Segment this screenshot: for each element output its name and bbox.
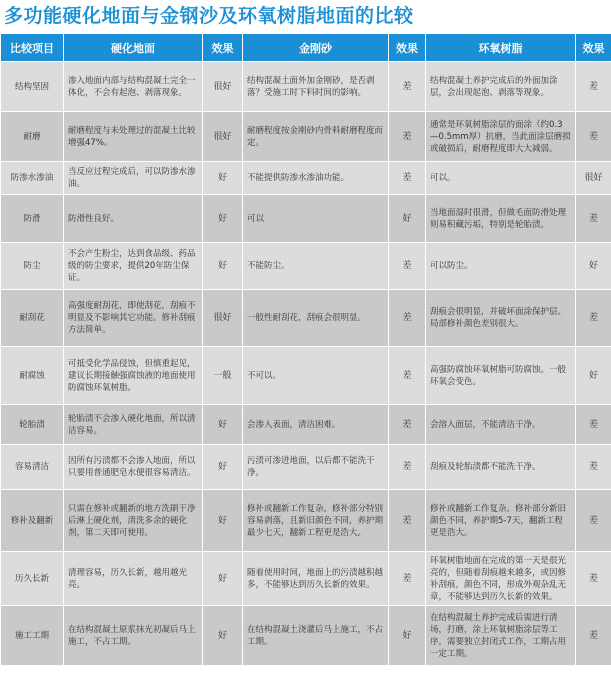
emery-effect-cell: 差 bbox=[389, 290, 426, 347]
emery-floor-cell: 结构混凝土面外加金刚砂，是否剥落？受施工时下料时间的影响。 bbox=[243, 62, 389, 112]
header-effect-1: 效果 bbox=[203, 34, 243, 62]
table-row bbox=[1, 606, 611, 666]
emery-floor-cell: 随着使用时间，地面上的污渍越积越多，不能够达到历久长新的效果。 bbox=[243, 552, 389, 606]
hardened-effect-cell: 好 bbox=[203, 162, 243, 195]
table-header-row bbox=[1, 34, 611, 62]
item-cell: 耐腐蚀 bbox=[1, 347, 64, 405]
epoxy-floor-cell: 当地面湿时很滑，但做毛面防滑处理则易积藏污垢，特别是轮胎渍。 bbox=[426, 195, 576, 243]
hardened-effect-cell: 好 bbox=[203, 195, 243, 243]
epoxy-floor-cell: 可以。 bbox=[426, 162, 576, 195]
hardened-floor-cell: 渗入地面内部与结构混凝土完全一体化，不会有起泡、剥落现象。 bbox=[64, 62, 203, 112]
item-cell: 耐磨 bbox=[1, 112, 64, 162]
epoxy-floor-cell: 可以防尘。 bbox=[426, 243, 576, 290]
hardened-floor-cell: 高强度耐刮花，即使刮花，刮痕不明显及不影响其它功能。修补刮痕方法简单。 bbox=[64, 290, 203, 347]
emery-floor-cell: 一般性耐刮花，刮痕会很明显。 bbox=[243, 290, 389, 347]
hardened-floor-cell: 在结构混凝土原浆抹光初凝后马上施工，不占工期。 bbox=[64, 606, 203, 666]
hardened-effect-cell: 很好 bbox=[203, 62, 243, 112]
table-row bbox=[1, 112, 611, 162]
emery-floor-cell: 污渍可渗进地面，以后都不能洗干净。 bbox=[243, 445, 389, 490]
header-emery-floor: 金刚砂 bbox=[243, 34, 389, 62]
emery-floor-cell: 会渗入表面，清洁困难。 bbox=[243, 405, 389, 445]
epoxy-effect-cell: 差 bbox=[576, 552, 611, 606]
epoxy-floor-cell: 刮痕及轮胎渍都不能洗干净。 bbox=[426, 445, 576, 490]
item-cell: 修补及翻新 bbox=[1, 490, 64, 552]
hardened-effect-cell: 好 bbox=[203, 243, 243, 290]
header-effect-3: 效果 bbox=[576, 34, 611, 62]
hardened-effect-cell: 很好 bbox=[203, 290, 243, 347]
epoxy-floor-cell: 在结构混凝土养护完成后需进行清场，打磨，涂上环氧树脂涂层等工序，需要独立封闭式工作，工期占用一定工期。 bbox=[426, 606, 576, 666]
comparison-table bbox=[0, 33, 611, 666]
epoxy-floor-cell: 环氧树脂地面在完成的第一天是很光亮的，但随着刮痕越来越多，或因修补刮痕，颜色不同，形成外观杂乱无章，不能够达到历久长新的效果。 bbox=[426, 552, 576, 606]
hardened-effect-cell: 一般 bbox=[203, 347, 243, 405]
table-row bbox=[1, 405, 611, 445]
epoxy-effect-cell: 好 bbox=[576, 347, 611, 405]
header-hardened-floor: 硬化地面 bbox=[64, 34, 203, 62]
emery-effect-cell: 差 bbox=[389, 445, 426, 490]
hardened-floor-cell: 可抵受化学品侵蚀，但慎重起见，建议长期接触强腐蚀液的地面使用防腐蚀环氧树脂。 bbox=[64, 347, 203, 405]
header-item: 比较项目 bbox=[1, 34, 64, 62]
item-cell: 防尘 bbox=[1, 243, 64, 290]
hardened-effect-cell: 好 bbox=[203, 490, 243, 552]
hardened-floor-cell: 耐磨程度与未处理过的混凝土比较增强47%。 bbox=[64, 112, 203, 162]
emery-floor-cell: 不可以。 bbox=[243, 347, 389, 405]
emery-floor-cell: 不能防尘。 bbox=[243, 243, 389, 290]
emery-effect-cell: 差 bbox=[389, 347, 426, 405]
item-cell: 容易清洁 bbox=[1, 445, 64, 490]
hardened-floor-cell: 清理容易，历久长新，越用越光亮。 bbox=[64, 552, 203, 606]
emery-floor-cell: 可以 bbox=[243, 195, 389, 243]
header-effect-2: 效果 bbox=[389, 34, 426, 62]
hardened-floor-cell: 不会产生粉尘，达到食品级、药品级的防尘要求，提供20年防尘保证。 bbox=[64, 243, 203, 290]
item-cell: 轮胎渍 bbox=[1, 405, 64, 445]
emery-effect-cell: 差 bbox=[389, 490, 426, 552]
hardened-effect-cell: 好 bbox=[203, 552, 243, 606]
epoxy-effect-cell: 差 bbox=[576, 490, 611, 552]
hardened-effect-cell: 好 bbox=[203, 606, 243, 666]
emery-floor-cell: 耐磨程度按金刚砂内骨料耐磨程度而定。 bbox=[243, 112, 389, 162]
epoxy-effect-cell: 差 bbox=[576, 606, 611, 666]
emery-effect-cell: 差 bbox=[389, 62, 426, 112]
hardened-floor-cell: 因所有污渍都不会渗入地面，所以只要用普通肥皂水便很容易清洁。 bbox=[64, 445, 203, 490]
item-cell: 防滑 bbox=[1, 195, 64, 243]
item-cell: 耐刮花 bbox=[1, 290, 64, 347]
table-row bbox=[1, 490, 611, 552]
table-row bbox=[1, 162, 611, 195]
epoxy-effect-cell: 差 bbox=[576, 112, 611, 162]
epoxy-floor-cell: 高强防腐蚀环氧树脂可防腐蚀。一般环氧会变色。 bbox=[426, 347, 576, 405]
emery-effect-cell: 差 bbox=[389, 243, 426, 290]
emery-effect-cell: 差 bbox=[389, 405, 426, 445]
page-title: 多功能硬化地面与金钢沙及环氧树脂地面的比较 bbox=[4, 5, 414, 27]
epoxy-effect-cell: 好 bbox=[576, 243, 611, 290]
item-cell: 施工工期 bbox=[1, 606, 64, 666]
emery-effect-cell: 差 bbox=[389, 112, 426, 162]
hardened-floor-cell: 防滑性良好。 bbox=[64, 195, 203, 243]
table-row bbox=[1, 552, 611, 606]
table-row bbox=[1, 347, 611, 405]
epoxy-floor-cell: 通常是环氧树脂涂层的面涂（约0.3—0.5mm厚）抗磨，当此面涂层磨损或破损后，耐磨程度即大大减弱。 bbox=[426, 112, 576, 162]
emery-effect-cell: 好 bbox=[389, 195, 426, 243]
item-cell: 历久长新 bbox=[1, 552, 64, 606]
header-epoxy-floor: 环氧树脂 bbox=[426, 34, 576, 62]
item-cell: 结构坚固 bbox=[1, 62, 64, 112]
table-row bbox=[1, 445, 611, 490]
epoxy-effect-cell: 差 bbox=[576, 62, 611, 112]
epoxy-effect-cell: 差 bbox=[576, 405, 611, 445]
table-row bbox=[1, 62, 611, 112]
epoxy-effect-cell: 很好 bbox=[576, 162, 611, 195]
epoxy-floor-cell: 会溶入面层，不能清洁干净。 bbox=[426, 405, 576, 445]
hardened-effect-cell: 好 bbox=[203, 445, 243, 490]
epoxy-effect-cell: 差 bbox=[576, 290, 611, 347]
epoxy-effect-cell: 差 bbox=[576, 445, 611, 490]
emery-effect-cell: 好 bbox=[389, 606, 426, 666]
table-row bbox=[1, 195, 611, 243]
table-row bbox=[1, 290, 611, 347]
hardened-floor-cell: 轮胎渍不会渗入硬化地面，所以清洁容易。 bbox=[64, 405, 203, 445]
table-row bbox=[1, 243, 611, 290]
emery-floor-cell: 在结构混凝土浇灌后马上施工，不占工期。 bbox=[243, 606, 389, 666]
emery-floor-cell: 不能提供防渗水渗油功能。 bbox=[243, 162, 389, 195]
hardened-floor-cell: 只需在修补或翻新的地方洗刷干净后淋上硬化剂，清洗多余的硬化剂，第二天即可使用。 bbox=[64, 490, 203, 552]
emery-effect-cell: 差 bbox=[389, 552, 426, 606]
emery-effect-cell: 差 bbox=[389, 162, 426, 195]
hardened-floor-cell: 当反应过程完成后，可以防渗水渗油。 bbox=[64, 162, 203, 195]
epoxy-floor-cell: 刮痕会很明显，并破坏面涂保护层。局部修补颜色差别很大。 bbox=[426, 290, 576, 347]
hardened-effect-cell: 好 bbox=[203, 405, 243, 445]
item-cell: 防渗水渗油 bbox=[1, 162, 64, 195]
epoxy-floor-cell: 修补或翻新工作复杂。修补部分新旧颜色不同，养护期5-7天，翻新工程更是浩大。 bbox=[426, 490, 576, 552]
emery-floor-cell: 修补或翻新工作复杂。修补部分特别容易剥落，且新旧颜色不同，养护期最少七天，翻新工程更是浩大。 bbox=[243, 490, 389, 552]
epoxy-effect-cell: 差 bbox=[576, 195, 611, 243]
hardened-effect-cell: 很好 bbox=[203, 112, 243, 162]
epoxy-floor-cell: 结构混凝土养护完成后的外面加涂层，会出现起泡、剥落等现象。 bbox=[426, 62, 576, 112]
